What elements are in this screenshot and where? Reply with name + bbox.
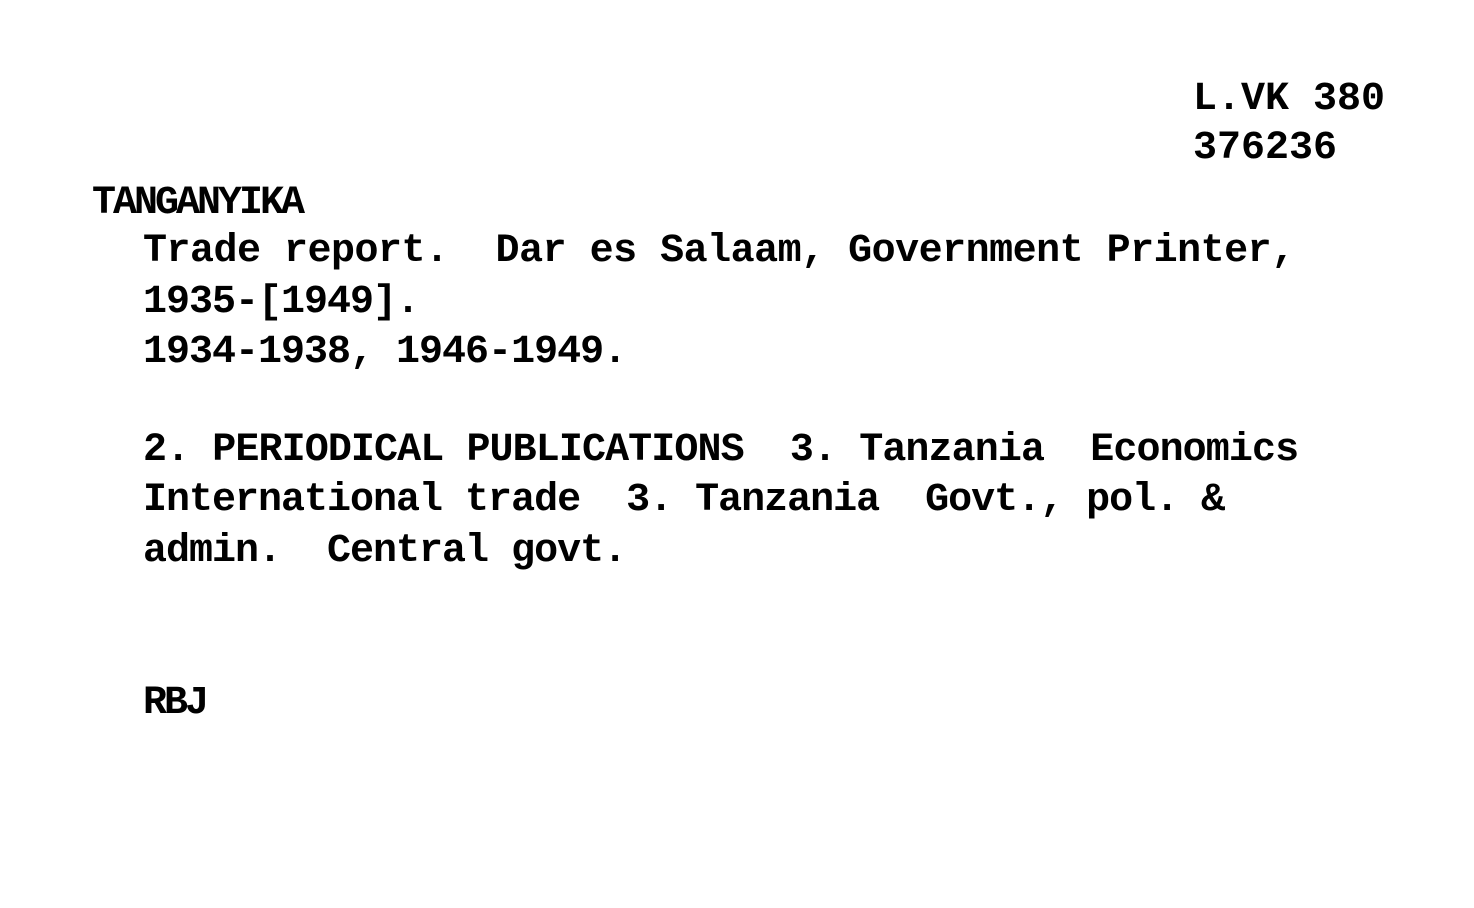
title-line-1: Trade report. Dar es Salaam, Government Printer, — [143, 229, 1295, 274]
call-number-line-2: 376236 — [1193, 126, 1338, 171]
subject-line-1: 2. PERIODICAL PUBLICATIONS 3. Tanzania Economics — [143, 428, 1299, 473]
cataloger-initials: RBJ — [143, 681, 207, 726]
subject-line-2: International trade 3. Tanzania Govt., pol. & — [143, 478, 1225, 523]
title-line-2: 1935-[1949]. — [143, 280, 420, 325]
call-number-line-1: L.VK 380 — [1193, 77, 1386, 122]
subject-line-3: admin. Central govt. — [143, 529, 627, 574]
main-heading: TANGANYIKA — [92, 181, 303, 226]
title-line-3: 1934-1938, 1946-1949. — [143, 330, 627, 375]
